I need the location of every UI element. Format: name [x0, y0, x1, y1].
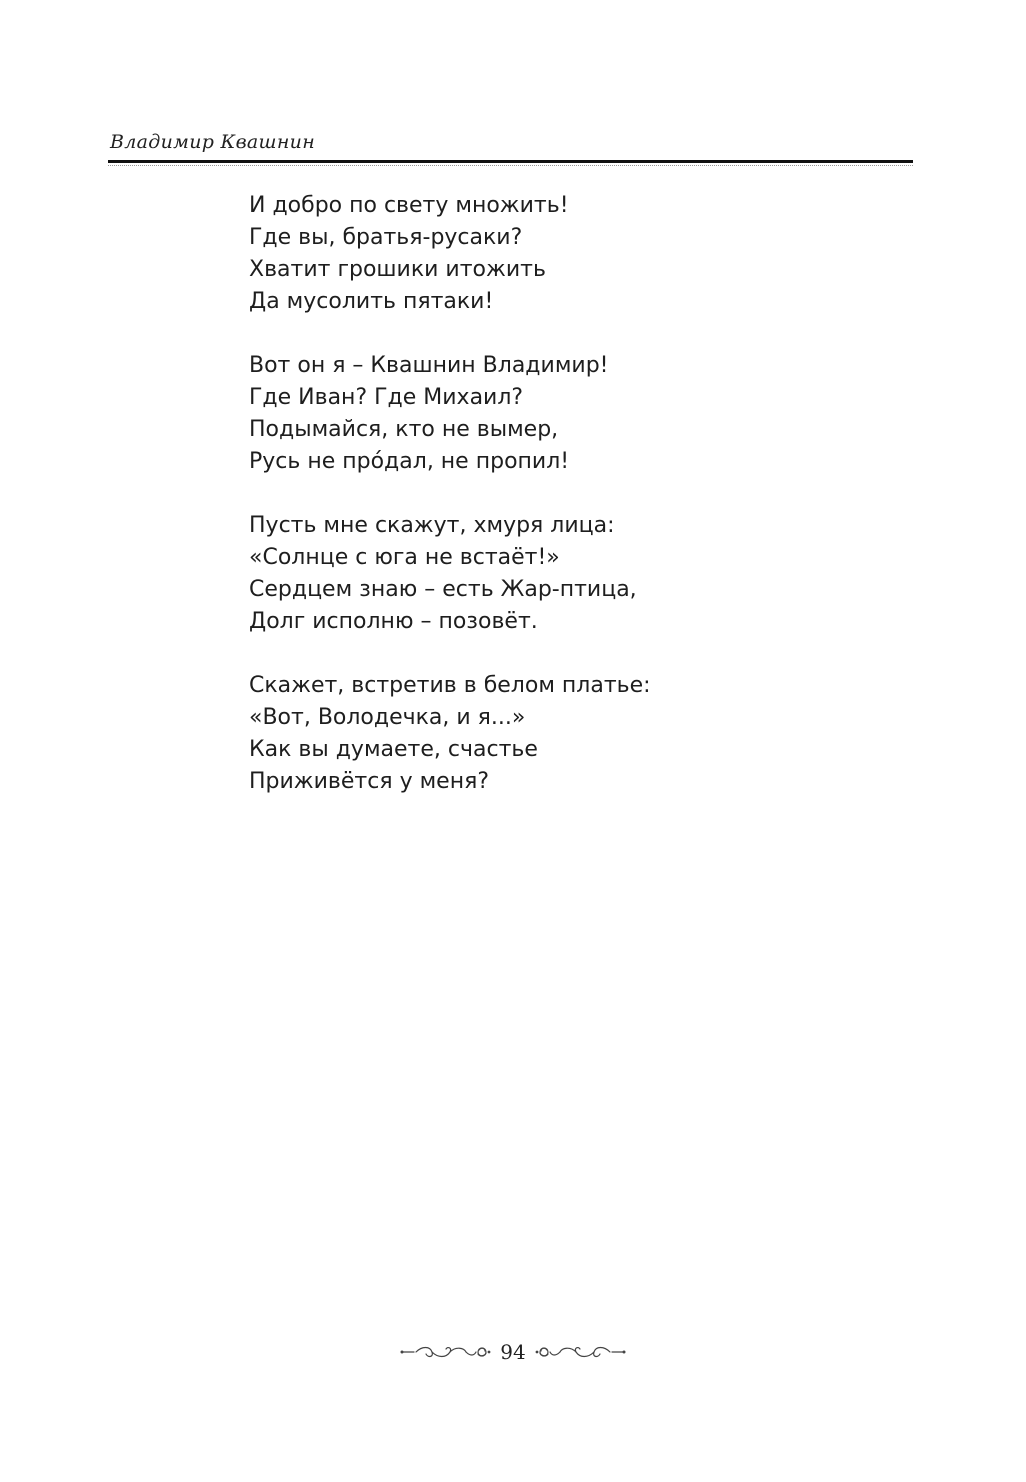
header-rule-dotted — [108, 165, 913, 166]
stanza — [249, 190, 651, 318]
stanza — [249, 510, 651, 638]
flourish-ornament-right-icon — [534, 1342, 626, 1362]
poem-line: Где вы, братья-русаки? — [249, 225, 523, 250]
poem-line: «Вот, Володечка, и я...» — [249, 705, 526, 730]
poem — [249, 190, 651, 830]
flourish-ornament-left-icon — [400, 1342, 492, 1362]
poem-line: Приживётся у меня? — [249, 769, 490, 794]
poem-line: Русь не про́дал, не пропил! — [249, 449, 570, 474]
poem-line: Да мусолить пятаки! — [249, 289, 494, 314]
poem-line: «Солнце с юга не встаёт!» — [249, 545, 560, 570]
poem-line: Как вы думаете, счастье — [249, 737, 538, 762]
poem-line: Пусть мне скажут, хмуря лица: — [249, 513, 615, 538]
poem-line: Вот он я – Квашнин Владимир! — [249, 353, 609, 378]
poem-line: И добро по свету множить! — [249, 193, 569, 218]
poem-line: Где Иван? Где Михаил? — [249, 385, 524, 410]
poem-line: Долг исполню – позовёт. — [249, 609, 538, 634]
stanza — [249, 350, 651, 478]
poem-line: Сердцем знаю – есть Жар-птица, — [249, 577, 637, 602]
page-number: 94 — [500, 1340, 526, 1364]
poem-line: Скажет, встретив в белом платье: — [249, 673, 651, 698]
stanza — [249, 670, 651, 798]
running-head: Владимир Квашнин — [110, 131, 316, 153]
poem-line: Хватит грошики итожить — [249, 257, 546, 282]
poem-line: Подымайся, кто не вымер, — [249, 417, 559, 442]
header-rule — [108, 160, 913, 163]
page-footer — [0, 1338, 1026, 1366]
